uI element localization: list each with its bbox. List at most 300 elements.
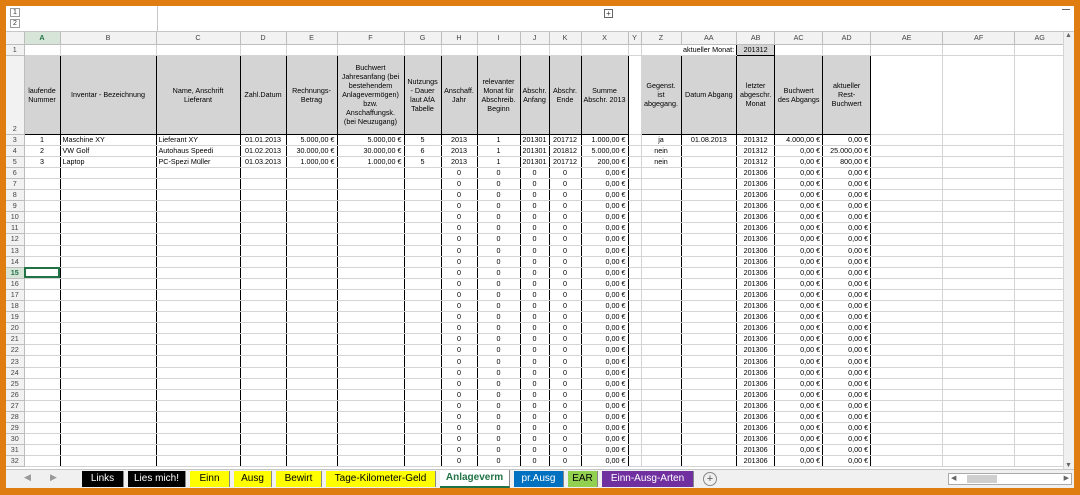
cell-k[interactable]: 0 — [549, 456, 581, 467]
cell-x[interactable]: 0,00 € — [581, 256, 628, 267]
cell-c[interactable] — [156, 356, 240, 367]
cell-d[interactable]: 01.03.2013 — [240, 156, 286, 167]
row-header-22[interactable]: 22 — [6, 345, 24, 356]
cell-i[interactable]: 0 — [477, 245, 520, 256]
column-header-d[interactable]: D — [240, 32, 286, 44]
column-header-z[interactable]: Z — [641, 32, 681, 44]
cell-ad[interactable]: 0,00 € — [823, 411, 871, 422]
cell-b[interactable] — [60, 323, 156, 334]
cell-z[interactable]: nein — [641, 156, 681, 167]
cell-j[interactable]: 201301 — [520, 134, 549, 145]
cell-y[interactable] — [628, 212, 641, 223]
cell-af[interactable] — [943, 190, 1015, 201]
cell-ag[interactable] — [1015, 301, 1065, 312]
cell-g[interactable] — [404, 234, 441, 245]
column-header-j[interactable]: J — [520, 32, 549, 44]
cell-k[interactable]: 201712 — [549, 134, 581, 145]
cell-ad[interactable]: 0,00 € — [823, 223, 871, 234]
cell-b[interactable] — [60, 400, 156, 411]
cell-i[interactable]: 0 — [477, 312, 520, 323]
cell-ab[interactable]: 201312 — [737, 145, 775, 156]
cell-aa[interactable] — [681, 389, 737, 400]
cell-a[interactable] — [24, 400, 60, 411]
cell-ae[interactable] — [871, 434, 943, 445]
cell-aa[interactable] — [681, 223, 737, 234]
cell-y[interactable] — [628, 301, 641, 312]
column-header-ac[interactable]: AC — [775, 32, 823, 44]
cell-h[interactable]: 2013 — [441, 134, 477, 145]
cell-c[interactable]: Autohaus Speedi — [156, 145, 240, 156]
cell-ad[interactable]: 0,00 € — [823, 201, 871, 212]
cell-e[interactable] — [286, 223, 337, 234]
cell-ag[interactable] — [1015, 234, 1065, 245]
cell-ae[interactable] — [871, 245, 943, 256]
cell-ab[interactable]: 201306 — [737, 278, 775, 289]
cell-g[interactable] — [404, 356, 441, 367]
cell-ad[interactable]: 0,00 € — [823, 323, 871, 334]
cell-c[interactable] — [156, 378, 240, 389]
cell-k[interactable]: 0 — [549, 312, 581, 323]
row-header-10[interactable]: 10 — [6, 212, 24, 223]
cell-ae[interactable] — [871, 445, 943, 456]
cell-k[interactable]: 0 — [549, 389, 581, 400]
cell-g[interactable] — [404, 411, 441, 422]
cell-aa[interactable] — [681, 167, 737, 178]
cell-x[interactable]: 0,00 € — [581, 456, 628, 467]
cell-ab[interactable]: 201306 — [737, 323, 775, 334]
sheet-tab-ear[interactable]: EAR — [568, 471, 598, 487]
cell-b[interactable] — [60, 356, 156, 367]
cell-f[interactable] — [337, 389, 404, 400]
cell-c[interactable] — [156, 245, 240, 256]
cell-k[interactable]: 0 — [549, 301, 581, 312]
cell-af[interactable] — [943, 289, 1015, 300]
cell-k[interactable]: 0 — [549, 367, 581, 378]
cell-b[interactable] — [60, 190, 156, 201]
cell-e[interactable] — [286, 267, 337, 278]
cell-h[interactable]: 0 — [441, 312, 477, 323]
cell-k[interactable]: 0 — [549, 378, 581, 389]
cell-d[interactable] — [240, 411, 286, 422]
cell-ab[interactable]: 201306 — [737, 411, 775, 422]
column-header-b[interactable]: B — [60, 32, 156, 44]
cell-aa[interactable] — [681, 145, 737, 156]
cell-j[interactable]: 0 — [520, 367, 549, 378]
cell-j[interactable]: 0 — [520, 245, 549, 256]
cell-d[interactable] — [240, 178, 286, 189]
cell-j[interactable]: 0 — [520, 278, 549, 289]
row-header-4[interactable]: 4 — [6, 145, 24, 156]
cell-x[interactable]: 0,00 € — [581, 245, 628, 256]
cell-b[interactable] — [60, 201, 156, 212]
cell-h[interactable]: 0 — [441, 212, 477, 223]
cell-h[interactable]: 0 — [441, 367, 477, 378]
cell-af[interactable] — [943, 356, 1015, 367]
cell-ae[interactable] — [871, 289, 943, 300]
row-header-6[interactable]: 6 — [6, 167, 24, 178]
cell-g[interactable] — [404, 434, 441, 445]
cell-h[interactable]: 0 — [441, 267, 477, 278]
cell-d[interactable] — [240, 400, 286, 411]
cell-z[interactable] — [641, 267, 681, 278]
column-header-ag[interactable]: AG — [1015, 32, 1065, 44]
cell-h[interactable]: 0 — [441, 301, 477, 312]
cell-e[interactable] — [286, 289, 337, 300]
cell-ad[interactable]: 0,00 € — [823, 278, 871, 289]
cell-ad[interactable]: 0,00 € — [823, 234, 871, 245]
cell-a[interactable] — [24, 378, 60, 389]
cell-ad[interactable]: 0,00 € — [823, 167, 871, 178]
cell-aa[interactable] — [681, 190, 737, 201]
column-header-g[interactable]: G — [404, 32, 441, 44]
cell-ad[interactable]: 0,00 € — [823, 245, 871, 256]
cell-aa[interactable] — [681, 356, 737, 367]
cell-j[interactable]: 0 — [520, 167, 549, 178]
cell-f[interactable] — [337, 278, 404, 289]
cell-h[interactable]: 0 — [441, 190, 477, 201]
cell-b[interactable]: VW Golf — [60, 145, 156, 156]
row-header-8[interactable]: 8 — [6, 190, 24, 201]
cell-x[interactable]: 0,00 € — [581, 400, 628, 411]
cell-y[interactable] — [628, 456, 641, 467]
cell-x[interactable]: 1.000,00 € — [581, 134, 628, 145]
cell-ag[interactable] — [1015, 167, 1065, 178]
cell-d[interactable] — [240, 167, 286, 178]
cell-ac[interactable]: 0,00 € — [775, 223, 823, 234]
cell[interactable] — [477, 44, 520, 55]
cell-ad[interactable]: 0,00 € — [823, 423, 871, 434]
cell-z[interactable] — [641, 445, 681, 456]
cell-x[interactable]: 0,00 € — [581, 234, 628, 245]
cell-k[interactable]: 0 — [549, 278, 581, 289]
cell-i[interactable]: 1 — [477, 134, 520, 145]
cell-d[interactable] — [240, 245, 286, 256]
row-header-26[interactable]: 26 — [6, 389, 24, 400]
scroll-left-icon[interactable]: ◀ — [951, 475, 957, 482]
cell-k[interactable]: 0 — [549, 201, 581, 212]
cell-ae[interactable] — [871, 312, 943, 323]
sheet-tab-links[interactable]: Links — [82, 471, 124, 487]
cell-x[interactable]: 0,00 € — [581, 445, 628, 456]
cell-ad[interactable]: 0,00 € — [823, 334, 871, 345]
cell-d[interactable]: 01.02.2013 — [240, 145, 286, 156]
cell-af[interactable] — [943, 434, 1015, 445]
active-cell[interactable] — [24, 267, 60, 278]
cell-z[interactable] — [641, 289, 681, 300]
cell-e[interactable] — [286, 212, 337, 223]
cell-f[interactable] — [337, 411, 404, 422]
cell-e[interactable] — [286, 411, 337, 422]
cell-e[interactable] — [286, 356, 337, 367]
cell-aa[interactable] — [681, 456, 737, 467]
column-header-aa[interactable]: AA — [681, 32, 737, 44]
cell-ad[interactable]: 0,00 € — [823, 212, 871, 223]
row-header-1[interactable]: 1 — [6, 44, 24, 55]
cell-d[interactable] — [240, 223, 286, 234]
cell-ag[interactable] — [1015, 312, 1065, 323]
row-header-19[interactable]: 19 — [6, 312, 24, 323]
cell-d[interactable] — [240, 267, 286, 278]
cell-d[interactable] — [240, 212, 286, 223]
cell-y[interactable] — [628, 445, 641, 456]
cell-d[interactable] — [240, 434, 286, 445]
cell-ae[interactable] — [871, 234, 943, 245]
cell-f[interactable] — [337, 212, 404, 223]
cell-f[interactable] — [337, 234, 404, 245]
cell-j[interactable]: 0 — [520, 378, 549, 389]
cell-j[interactable]: 0 — [520, 212, 549, 223]
cell-h[interactable]: 0 — [441, 356, 477, 367]
column-header-f[interactable]: F — [337, 32, 404, 44]
cell-x[interactable]: 0,00 € — [581, 423, 628, 434]
row-header-7[interactable]: 7 — [6, 178, 24, 189]
cell-h[interactable]: 0 — [441, 334, 477, 345]
cell-g[interactable] — [404, 190, 441, 201]
cell-j[interactable]: 0 — [520, 400, 549, 411]
cell-ac[interactable]: 0,00 € — [775, 323, 823, 334]
cell-f[interactable] — [337, 434, 404, 445]
cell-ac[interactable]: 0,00 € — [775, 434, 823, 445]
cell-x[interactable]: 0,00 € — [581, 190, 628, 201]
cell-i[interactable]: 0 — [477, 234, 520, 245]
cell-z[interactable] — [641, 245, 681, 256]
cell-j[interactable]: 0 — [520, 356, 549, 367]
cell-j[interactable]: 0 — [520, 289, 549, 300]
cell-k[interactable]: 0 — [549, 445, 581, 456]
cell-ab[interactable]: 201306 — [737, 201, 775, 212]
cell-ae[interactable] — [871, 367, 943, 378]
cell-z[interactable]: ja — [641, 134, 681, 145]
row-header-21[interactable]: 21 — [6, 334, 24, 345]
cell-y[interactable] — [628, 345, 641, 356]
cell-i[interactable]: 0 — [477, 256, 520, 267]
column-header-a[interactable]: A — [24, 32, 60, 44]
cell-ag[interactable] — [1015, 245, 1065, 256]
cell-y[interactable] — [628, 256, 641, 267]
row-header-16[interactable]: 16 — [6, 278, 24, 289]
cell-y[interactable] — [628, 356, 641, 367]
cell-z[interactable] — [641, 223, 681, 234]
row-header-27[interactable]: 27 — [6, 400, 24, 411]
cell-b[interactable] — [60, 167, 156, 178]
cell-z[interactable] — [641, 278, 681, 289]
cell-i[interactable]: 0 — [477, 456, 520, 467]
cell-j[interactable]: 0 — [520, 423, 549, 434]
cell-i[interactable]: 0 — [477, 434, 520, 445]
cell-z[interactable] — [641, 167, 681, 178]
cell[interactable] — [549, 44, 581, 55]
cell-b[interactable] — [60, 178, 156, 189]
cell-f[interactable]: 5.000,00 € — [337, 134, 404, 145]
cell-h[interactable]: 0 — [441, 434, 477, 445]
cell-ag[interactable] — [1015, 345, 1065, 356]
cell-x[interactable]: 0,00 € — [581, 312, 628, 323]
cell-e[interactable] — [286, 278, 337, 289]
cell[interactable] — [871, 44, 943, 55]
cell-z[interactable] — [641, 190, 681, 201]
cell-g[interactable] — [404, 456, 441, 467]
cell-ad[interactable]: 0,00 € — [823, 267, 871, 278]
cell-b[interactable] — [60, 267, 156, 278]
cell-ac[interactable]: 0,00 € — [775, 289, 823, 300]
cell-ad[interactable]: 0,00 € — [823, 367, 871, 378]
scroll-right-icon[interactable]: ▶ — [1063, 475, 1069, 482]
cell-ab[interactable]: 201312 — [737, 134, 775, 145]
cell-h[interactable]: 2013 — [441, 156, 477, 167]
cell-a[interactable] — [24, 167, 60, 178]
cell-i[interactable]: 0 — [477, 167, 520, 178]
cell-d[interactable] — [240, 423, 286, 434]
row-header-15[interactable]: 15 — [6, 267, 24, 278]
cell-g[interactable] — [404, 256, 441, 267]
cell-e[interactable] — [286, 400, 337, 411]
cell-y[interactable] — [628, 167, 641, 178]
cell-x[interactable]: 0,00 € — [581, 278, 628, 289]
row-header-18[interactable]: 18 — [6, 301, 24, 312]
cell-k[interactable]: 0 — [549, 334, 581, 345]
cell-aa[interactable] — [681, 312, 737, 323]
cell-ac[interactable]: 0,00 € — [775, 178, 823, 189]
cell-ab[interactable]: 201306 — [737, 389, 775, 400]
cell-ae[interactable] — [871, 267, 943, 278]
row-header-12[interactable]: 12 — [6, 234, 24, 245]
cell-ac[interactable]: 0,00 € — [775, 167, 823, 178]
cell-ae[interactable] — [871, 145, 943, 156]
cell-f[interactable] — [337, 245, 404, 256]
cell-ac[interactable]: 0,00 € — [775, 367, 823, 378]
cell-y[interactable] — [628, 267, 641, 278]
cell-k[interactable]: 0 — [549, 212, 581, 223]
cell-ab[interactable]: 201306 — [737, 190, 775, 201]
cell[interactable] — [775, 44, 823, 55]
cell-ag[interactable] — [1015, 411, 1065, 422]
cell-ab[interactable]: 201306 — [737, 367, 775, 378]
cell-k[interactable]: 201712 — [549, 156, 581, 167]
cell-h[interactable]: 0 — [441, 445, 477, 456]
cell-ab[interactable]: 201306 — [737, 178, 775, 189]
cell-k[interactable]: 0 — [549, 178, 581, 189]
cell-e[interactable] — [286, 445, 337, 456]
cell-ac[interactable]: 0,00 € — [775, 145, 823, 156]
cell-ag[interactable] — [1015, 378, 1065, 389]
cell-z[interactable] — [641, 212, 681, 223]
cell-c[interactable] — [156, 178, 240, 189]
cell-j[interactable]: 201301 — [520, 145, 549, 156]
cell-b[interactable] — [60, 212, 156, 223]
cell-e[interactable]: 1.000,00 € — [286, 156, 337, 167]
cell-g[interactable] — [404, 289, 441, 300]
cell-ad[interactable]: 0,00 € — [823, 190, 871, 201]
cell-ac[interactable]: 0,00 € — [775, 445, 823, 456]
cell-f[interactable] — [337, 323, 404, 334]
cell-ad[interactable]: 0,00 € — [823, 301, 871, 312]
cell-ag[interactable] — [1015, 134, 1065, 145]
cell[interactable] — [628, 44, 641, 55]
cell-a[interactable] — [24, 289, 60, 300]
cell-e[interactable] — [286, 378, 337, 389]
cell-e[interactable] — [286, 389, 337, 400]
cell-f[interactable] — [337, 256, 404, 267]
scroll-up-icon[interactable]: ▲ — [1065, 32, 1072, 39]
cell-i[interactable]: 0 — [477, 178, 520, 189]
cell-a[interactable] — [24, 334, 60, 345]
cell-c[interactable] — [156, 411, 240, 422]
cell-aa[interactable]: 01.08.2013 — [681, 134, 737, 145]
expand-group-button[interactable]: + — [604, 9, 613, 18]
cell-i[interactable]: 0 — [477, 278, 520, 289]
cell-j[interactable]: 0 — [520, 267, 549, 278]
cell-c[interactable] — [156, 456, 240, 467]
cell-k[interactable]: 0 — [549, 267, 581, 278]
cell-e[interactable] — [286, 423, 337, 434]
cell-ad[interactable]: 0,00 € — [823, 378, 871, 389]
row-header-3[interactable]: 3 — [6, 134, 24, 145]
cell-z[interactable] — [641, 301, 681, 312]
cell-ab[interactable]: 201306 — [737, 256, 775, 267]
cell-z[interactable]: nein — [641, 145, 681, 156]
sheet-tab-bewirt[interactable]: Bewirt — [276, 471, 322, 487]
cell-ae[interactable] — [871, 178, 943, 189]
cell-i[interactable]: 0 — [477, 389, 520, 400]
cell-c[interactable] — [156, 190, 240, 201]
cell[interactable] — [871, 55, 943, 134]
cell-af[interactable] — [943, 312, 1015, 323]
cell-ad[interactable]: 0,00 € — [823, 178, 871, 189]
horizontal-scroll-thumb[interactable] — [967, 475, 997, 483]
cell-y[interactable] — [628, 278, 641, 289]
cell-aa[interactable] — [681, 378, 737, 389]
cell-b[interactable] — [60, 423, 156, 434]
cell-ae[interactable] — [871, 345, 943, 356]
cell-ac[interactable]: 0,00 € — [775, 356, 823, 367]
vertical-scrollbar[interactable] — [1063, 32, 1074, 469]
cell-d[interactable] — [240, 345, 286, 356]
select-all-corner[interactable] — [6, 32, 24, 44]
scroll-down-icon[interactable]: ▼ — [1065, 462, 1072, 469]
cell-ag[interactable] — [1015, 456, 1065, 467]
cell-g[interactable] — [404, 167, 441, 178]
cell-ab[interactable]: 201306 — [737, 245, 775, 256]
cell-d[interactable] — [240, 367, 286, 378]
cell-a[interactable]: 3 — [24, 156, 60, 167]
cell-a[interactable] — [24, 434, 60, 445]
cell-e[interactable] — [286, 301, 337, 312]
cell-b[interactable] — [60, 301, 156, 312]
cell[interactable] — [240, 44, 286, 55]
cell-g[interactable] — [404, 367, 441, 378]
cell-ag[interactable] — [1015, 156, 1065, 167]
cell-f[interactable]: 30.000,00 € — [337, 145, 404, 156]
cell-f[interactable] — [337, 456, 404, 467]
cell-ae[interactable] — [871, 156, 943, 167]
column-header-i[interactable]: I — [477, 32, 520, 44]
cell-g[interactable] — [404, 323, 441, 334]
cell-i[interactable]: 0 — [477, 367, 520, 378]
cell-g[interactable]: 6 — [404, 145, 441, 156]
cell-ac[interactable]: 4.000,00 € — [775, 134, 823, 145]
cell-c[interactable] — [156, 289, 240, 300]
cell-j[interactable]: 0 — [520, 323, 549, 334]
cell-ad[interactable]: 800,00 € — [823, 156, 871, 167]
cell-aa[interactable] — [681, 156, 737, 167]
cell-c[interactable] — [156, 323, 240, 334]
cell-h[interactable]: 0 — [441, 256, 477, 267]
cell-af[interactable] — [943, 301, 1015, 312]
cell-b[interactable] — [60, 389, 156, 400]
cell-c[interactable]: Lieferant XY — [156, 134, 240, 145]
cell-y[interactable] — [628, 190, 641, 201]
cell-j[interactable]: 0 — [520, 345, 549, 356]
